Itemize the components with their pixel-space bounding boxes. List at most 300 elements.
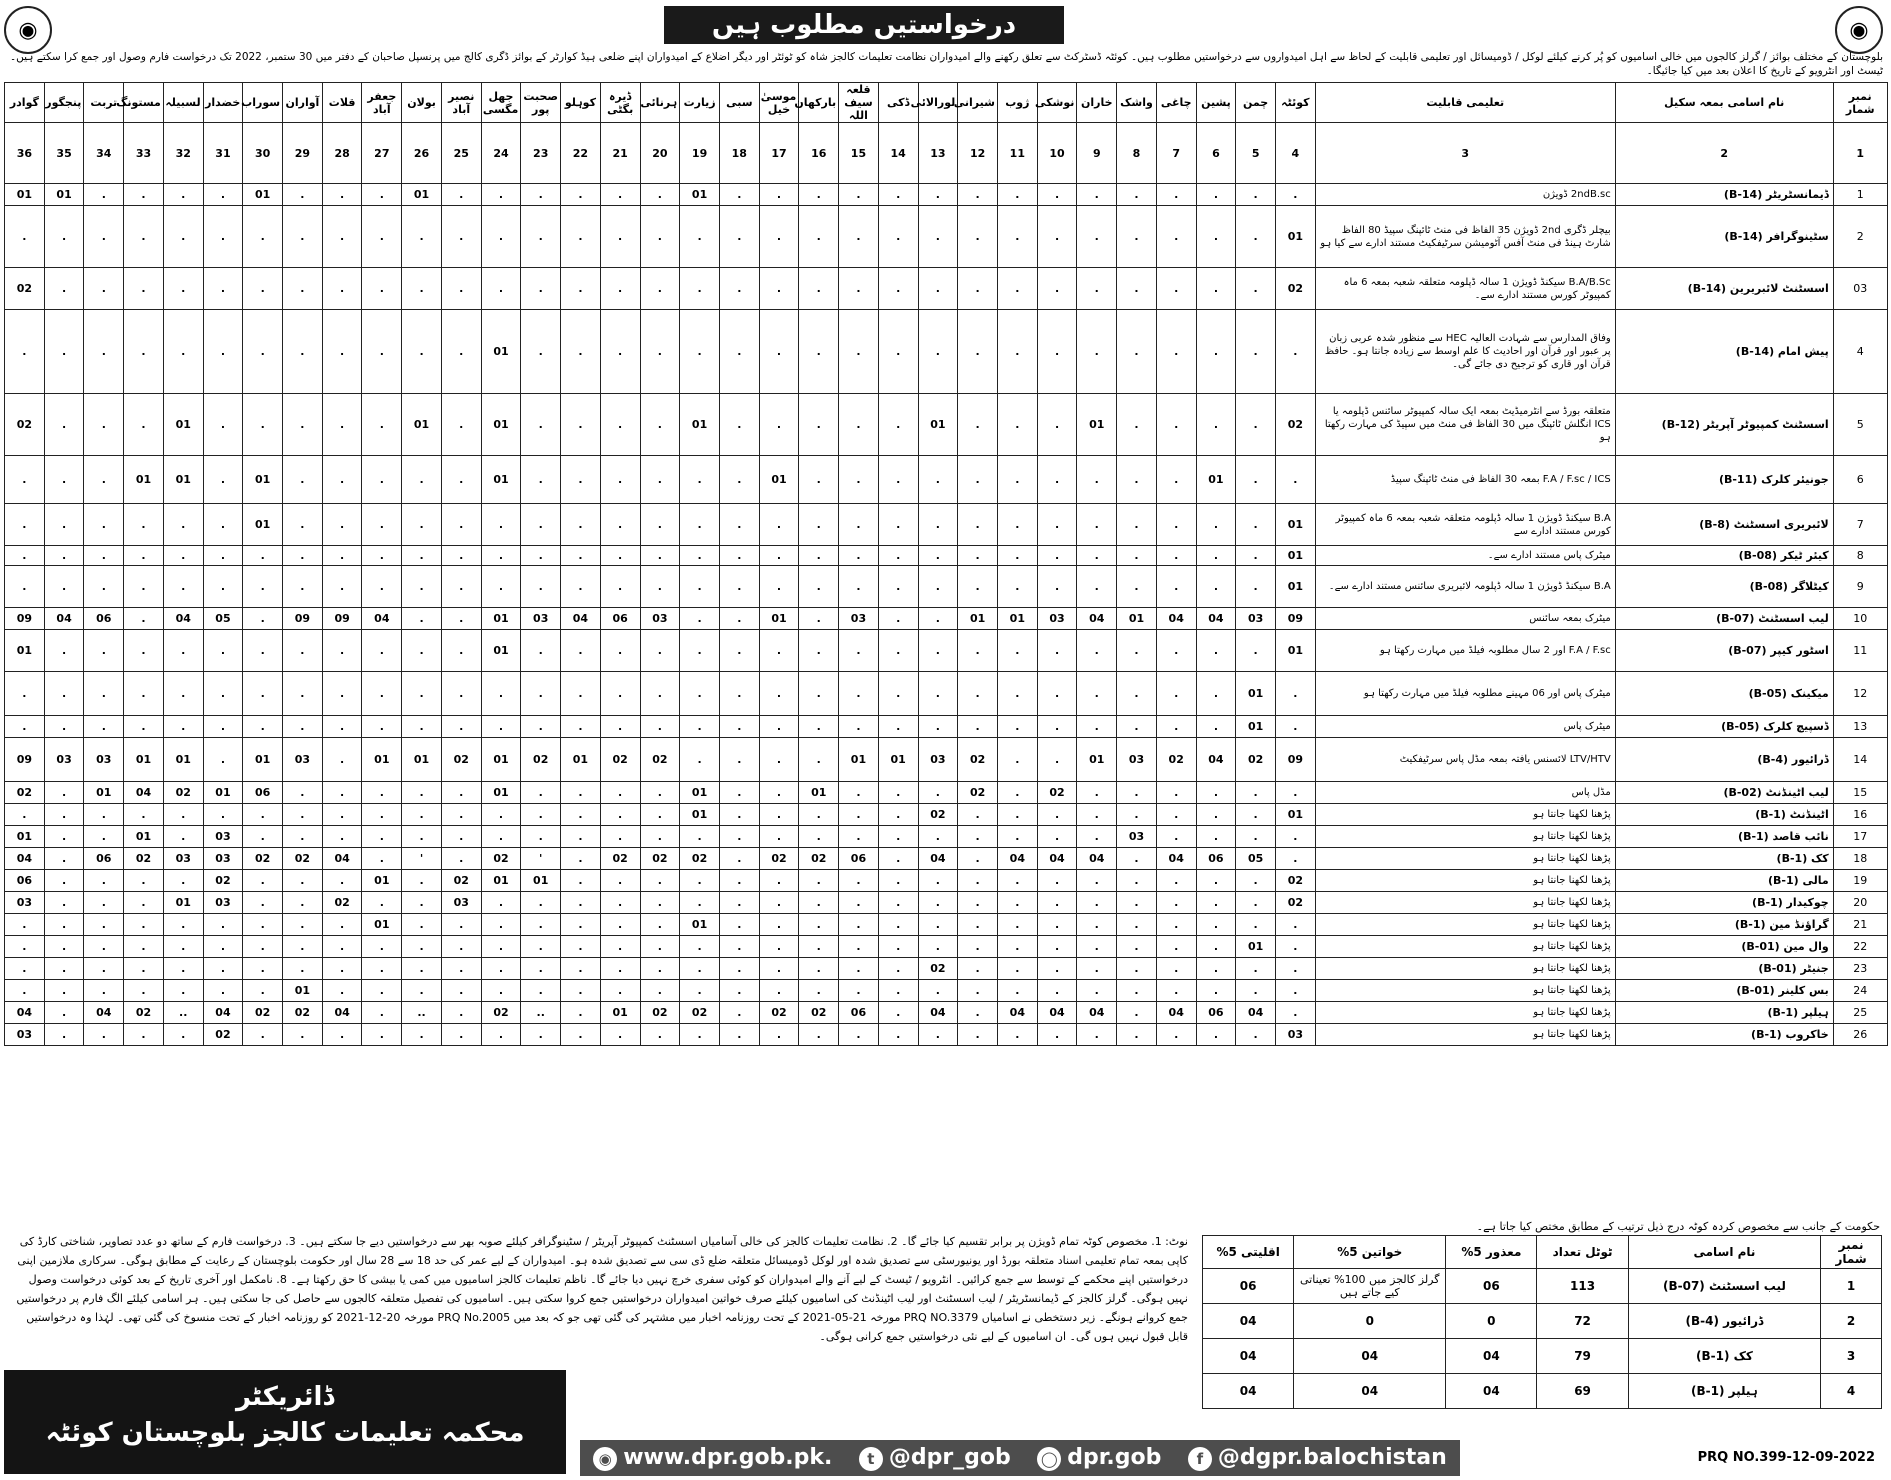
vacancy-count: .: [1156, 566, 1196, 608]
vacancy-count: .: [203, 456, 243, 504]
table-row: [5, 268, 1888, 310]
vacancy-count: 06: [5, 870, 45, 892]
vacancy-count: 01: [1276, 504, 1316, 546]
vacancy-count: 01: [163, 394, 203, 456]
vacancy-count: .: [203, 738, 243, 782]
vacancy-count: .: [997, 566, 1037, 608]
vacancy-count: .: [441, 672, 481, 716]
vacancy-count: .: [1156, 716, 1196, 738]
emblem-icon: ◉: [1835, 6, 1883, 54]
vacancy-count: 01: [124, 826, 164, 848]
vacancy-count: 01: [402, 184, 442, 206]
vacancy-count: .: [283, 958, 323, 980]
vacancy-count: .: [719, 716, 759, 738]
vacancy-count: .: [1236, 184, 1276, 206]
vacancy-count: 02: [918, 958, 958, 980]
quota-cell: 04: [1294, 1374, 1446, 1409]
vacancy-count: .: [124, 394, 164, 456]
vacancy-count: 02: [521, 738, 561, 782]
vacancy-count: .: [839, 804, 879, 826]
vacancy-count: .: [1077, 1024, 1117, 1046]
vacancy-count: 03: [1037, 608, 1077, 630]
vacancy-count: .: [1276, 456, 1316, 504]
vacancy-count: .: [878, 310, 918, 394]
vacancy-count: .: [600, 546, 640, 566]
vacancy-count: .: [283, 630, 323, 672]
vacancy-count: .: [1117, 394, 1157, 456]
vacancy-count: .: [203, 504, 243, 546]
vacancy-count: .: [997, 870, 1037, 892]
vacancy-count: .: [1196, 826, 1236, 848]
vacancy-count: .: [1276, 1002, 1316, 1024]
twitter-label: @dpr_gob: [888, 1445, 1011, 1470]
vacancy-count: .: [997, 310, 1037, 394]
vacancy-count: .: [1196, 782, 1236, 804]
vacancy-count: 04: [203, 1002, 243, 1024]
column-header: لسبیلہ: [163, 83, 203, 123]
vacancy-count: .: [124, 936, 164, 958]
qualification: پڑھنا لکھنا جانتا ہو: [1315, 936, 1615, 958]
vacancy-count: .: [878, 958, 918, 980]
vacancy-count: .: [759, 738, 799, 782]
vacancy-count: .: [5, 504, 45, 546]
vacancy-count: .: [1037, 504, 1077, 546]
qualification: پڑھنا لکھنا جانتا ہو: [1315, 848, 1615, 870]
vacancy-count: .: [44, 546, 84, 566]
vacancy-count: .: [1236, 826, 1276, 848]
vacancy-count: 04: [5, 1002, 45, 1024]
vacancy-count: .: [163, 936, 203, 958]
vacancy-count: .: [680, 206, 720, 268]
vacancy-count: 02: [1156, 738, 1196, 782]
vacancy-count: .: [958, 716, 998, 738]
vacancy-count: .: [84, 936, 124, 958]
vacancy-count: .: [680, 958, 720, 980]
vacancy-count: .: [441, 980, 481, 1002]
vacancy-count: .: [521, 268, 561, 310]
vacancy-count: .: [1156, 914, 1196, 936]
column-header: قلعہ سیف اللہ: [839, 83, 879, 123]
vacancy-count: 02: [5, 782, 45, 804]
quota-cell: 04: [1446, 1339, 1537, 1374]
vacancy-count: .: [918, 630, 958, 672]
vacancy-count: .: [640, 456, 680, 504]
vacancy-count: 04: [124, 782, 164, 804]
column-header: سبی: [719, 83, 759, 123]
row-number: 2: [1833, 206, 1887, 268]
vacancy-count: .: [402, 608, 442, 630]
vacancy-count: .: [84, 310, 124, 394]
vacancy-count: .: [1117, 870, 1157, 892]
vacancy-count: .: [322, 206, 362, 268]
column-number: 10: [1037, 123, 1077, 184]
column-header: بارکھان: [799, 83, 839, 123]
vacancy-count: .: [124, 608, 164, 630]
qualification: میٹرک پاس مستند ادارے سے۔: [1315, 546, 1615, 566]
vacancy-count: .: [561, 268, 601, 310]
emblem-icon: ◉: [4, 6, 52, 54]
vacancy-count: .: [1077, 980, 1117, 1002]
vacancy-count: .: [521, 546, 561, 566]
column-number: 19: [680, 123, 720, 184]
vacancy-count: .: [1077, 782, 1117, 804]
vacancy-count: .: [839, 892, 879, 914]
vacancy-count: .: [600, 630, 640, 672]
quota-cell: ہیلپر (B-1): [1628, 1374, 1821, 1409]
vacancy-count: 01: [5, 184, 45, 206]
vacancy-count: .: [839, 546, 879, 566]
vacancy-count: .: [1117, 1024, 1157, 1046]
vacancy-count: .: [1117, 716, 1157, 738]
vacancy-count: .: [84, 546, 124, 566]
vacancy-count: .: [44, 630, 84, 672]
vacancy-count: .: [402, 206, 442, 268]
vacancy-count: .: [878, 826, 918, 848]
vacancy-count: .: [958, 546, 998, 566]
vacancy-count: .: [84, 456, 124, 504]
vacancy-count: .: [441, 804, 481, 826]
vacancy-count: .: [362, 394, 402, 456]
table-row: [5, 184, 1888, 206]
vacancy-count: .: [600, 716, 640, 738]
vacancy-count: .: [1077, 310, 1117, 394]
vacancy-count: .: [322, 184, 362, 206]
vacancy-count: ..: [402, 1002, 442, 1024]
vacancy-count: .: [124, 1024, 164, 1046]
vacancy-count: 02: [799, 848, 839, 870]
globe-icon: ◉: [593, 1447, 617, 1471]
vacancy-count: .: [997, 394, 1037, 456]
vacancy-count: .: [640, 980, 680, 1002]
vacancy-count: 01: [44, 184, 84, 206]
vacancy-count: 02: [799, 1002, 839, 1024]
column-header: نصیر آباد: [441, 83, 481, 123]
table-row: [5, 804, 1888, 826]
vacancy-count: .: [640, 268, 680, 310]
vacancy-count: 02: [5, 394, 45, 456]
website-link[interactable]: [593, 1445, 832, 1471]
row-number: 17: [1833, 826, 1887, 848]
vacancy-count: .: [481, 184, 521, 206]
row-number: 9: [1833, 566, 1887, 608]
vacancy-count: .: [918, 310, 958, 394]
vacancy-count: .: [600, 310, 640, 394]
vacancy-count: 01: [481, 738, 521, 782]
vacancy-count: .: [163, 716, 203, 738]
column-header: جھل مگسی: [481, 83, 521, 123]
column-number: 36: [5, 123, 45, 184]
vacancy-count: 01: [1276, 804, 1316, 826]
vacancy-count: .: [839, 268, 879, 310]
vacancy-count: .: [243, 936, 283, 958]
vacancy-count: .: [481, 672, 521, 716]
vacancy-count: 02: [640, 738, 680, 782]
vacancy-count: .: [163, 870, 203, 892]
quota-cell: 3: [1821, 1339, 1882, 1374]
post-name: ڈرائیور (B-4): [1615, 738, 1833, 782]
vacancy-count: 04: [1156, 1002, 1196, 1024]
qualification: پڑھنا لکھنا جانتا ہو: [1315, 1002, 1615, 1024]
vacancy-count: .: [521, 630, 561, 672]
quota-header-row: [1203, 1236, 1882, 1269]
vacancy-count: 04: [1037, 1002, 1077, 1024]
vacancy-count: .: [759, 566, 799, 608]
vacancy-count: .: [362, 980, 402, 1002]
vacancy-count: .: [640, 892, 680, 914]
vacancy-count: .: [521, 782, 561, 804]
vacancy-count: .: [402, 268, 442, 310]
vacancy-count: .: [600, 804, 640, 826]
quota-column-header: ٹوٹل تعداد: [1537, 1236, 1628, 1269]
vacancy-count: .: [600, 870, 640, 892]
vacancy-count: .: [561, 630, 601, 672]
row-number: 10: [1833, 608, 1887, 630]
vacancy-count: .: [5, 958, 45, 980]
qualification: B.A سیکنڈ ڈویژن 1 سالہ ڈپلومہ متعلقہ شعبہ بمعہ 6 ماہ کمپیوٹر کورس مستند ادارے سے: [1315, 504, 1615, 546]
vacancy-count: .: [1236, 958, 1276, 980]
vacancy-count: .: [719, 268, 759, 310]
vacancy-count: .: [44, 716, 84, 738]
vacancy-count: .: [759, 504, 799, 546]
vacancy-count: .: [719, 958, 759, 980]
quota-cell: 06: [1446, 1269, 1537, 1304]
row-number: 25: [1833, 1002, 1887, 1024]
vacancy-count: .: [680, 546, 720, 566]
header: [0, 0, 1891, 80]
vacancy-count: .: [362, 716, 402, 738]
vacancy-count: .: [322, 394, 362, 456]
vacancy-count: 04: [918, 848, 958, 870]
vacancy-count: .: [1276, 716, 1316, 738]
vacancy-count: .: [878, 1024, 918, 1046]
vacancy-count: .: [1156, 456, 1196, 504]
vacancy-count: .: [283, 936, 323, 958]
vacancy-count: .: [1156, 826, 1196, 848]
vacancy-count: .: [1156, 980, 1196, 1002]
vacancy-count: .: [759, 206, 799, 268]
vacancy-count: .: [1117, 672, 1157, 716]
vacancy-count: .: [1196, 914, 1236, 936]
vacancy-count: .: [1156, 184, 1196, 206]
qualification: میٹرک پاس اور 06 مہینے مطلوبہ فیلڈ میں مہارت رکھتا ہو: [1315, 672, 1615, 716]
vacancy-count: .: [799, 892, 839, 914]
row-number: 24: [1833, 980, 1887, 1002]
vacancy-count: .: [402, 1024, 442, 1046]
vacancy-count: .: [441, 310, 481, 394]
instagram-link[interactable]: [1037, 1445, 1161, 1471]
table-row: [5, 980, 1888, 1002]
vacancy-count: .: [84, 394, 124, 456]
vacancy-count: .: [5, 206, 45, 268]
vacancy-count: .: [1236, 456, 1276, 504]
vacancy-count: .: [878, 848, 918, 870]
vacancy-count: .: [124, 870, 164, 892]
vacancy-count: 02: [1037, 782, 1077, 804]
quota-cell: 06: [1203, 1269, 1294, 1304]
vacancy-count: .: [1276, 672, 1316, 716]
column-number: 17: [759, 123, 799, 184]
column-number: 16: [799, 123, 839, 184]
vacancy-count: .: [44, 914, 84, 936]
vacancy-count: 09: [283, 608, 323, 630]
column-header: قلات: [322, 83, 362, 123]
column-number: 31: [203, 123, 243, 184]
vacancy-count: .: [719, 980, 759, 1002]
vacancy-count: .: [5, 804, 45, 826]
vacancy-count: 02: [680, 1002, 720, 1024]
vacancy-count: 01: [243, 456, 283, 504]
vacancy-count: .: [839, 826, 879, 848]
vacancy-count: .: [283, 1024, 323, 1046]
vacancy-count: .: [1077, 630, 1117, 672]
column-number: 20: [640, 123, 680, 184]
row-number: 22: [1833, 936, 1887, 958]
vacancy-count: 01: [481, 394, 521, 456]
vacancy-count: .: [1117, 310, 1157, 394]
vacancy-count: .: [283, 504, 323, 546]
vacancy-count: 01: [918, 394, 958, 456]
vacancy-count: .: [322, 782, 362, 804]
vacancy-count: .: [918, 826, 958, 848]
quota-column-header: نمبر شمار: [1821, 1236, 1882, 1269]
vacancy-count: .: [719, 184, 759, 206]
vacancy-count: .: [362, 672, 402, 716]
vacancy-count: .: [481, 206, 521, 268]
table-row: [5, 206, 1888, 268]
vacancy-count: .: [680, 826, 720, 848]
quota-cell: لیب اسسٹنٹ (B-07): [1628, 1269, 1821, 1304]
vacancy-count: .: [1196, 1024, 1236, 1046]
vacancy-count: .: [283, 394, 323, 456]
vacancy-count: .: [441, 630, 481, 672]
column-number: 26: [402, 123, 442, 184]
vacancy-count: .: [481, 958, 521, 980]
vacancy-count: .: [44, 206, 84, 268]
vacancy-count: .: [918, 504, 958, 546]
vacancy-count: 03: [163, 848, 203, 870]
vacancy-count: .: [600, 184, 640, 206]
vacancy-count: .: [958, 268, 998, 310]
vacancy-count: 03: [839, 608, 879, 630]
row-number: 19: [1833, 870, 1887, 892]
vacancy-count: .: [1236, 630, 1276, 672]
vacancy-count: .: [640, 914, 680, 936]
vacancy-count: .: [402, 782, 442, 804]
notes-text: نوٹ: 1. مخصوص کوٹہ تمام ڈویژن پر برابر تقسیم کیا جائے گا۔ 2. نظامت تعلیمات کالجز کی خالی آسامیاں اسسٹنٹ کمپیوٹر آپریٹر / سٹینوگرافر کیلئے صوبہ بھر سے درخواستیں دیے جا سکتے ہیں۔ 3. درخواست فارم کے ساتھ دو عدد تصاویر، شناختی کارڈ کی کاپی بمعہ تمام تعلیمی اسناد متعلقہ بورڈ اور یونیورسٹی سے تصدیق شدہ اور لوکل ڈومیسائل متعلقہ ضلع ڈی سی سے تصدیق شدہ ہو۔ امیدواران کے لیے عمر کی حد 18 سے 28 سال اور حکومت بلوچستان کے رعایت کے مطابق ہوگی۔ سرکاری ملازمین اپنی درخواستیں اپنے محکمے کے توسط سے جمع کرائیں۔ انٹرویو / ٹیسٹ کے لیے آنے والے امیدواران کو کوئی سفری خرچ نہیں دیا جائے گا۔ ناظم تعلیمات کالجز اسامیوں میں کمی یا بیشی کا حق رکھتا ہے۔ 8. نامکمل اور آخری تاریخ کے بعد کوئی درخواست وصول نہیں ہوگی۔ گرلز کالجز کے ڈیمانسٹریٹر / لیب اسسٹنٹ اور لیب اٹینڈنٹ کی اسامیوں کیلئے صرف خواتین امیدواران درخواستیں جمع کروا سکتی ہیں۔ اسامیوں کی تفصیل متعلقہ کالجوں سے حاصل کی جا سکتی ہیں۔ ہر اسامی کیلئے الگ فارم پر درخواستیں جمع کروانے ہونگے۔ زیر دستخطی نے اسامیاں PRQ NO.3379 مورخہ 21-05-2021 کے تحت روزنامہ اخبار میں مشتہر کی گئی تھی جو کہ بعد میں PRQ No.2005 مورخہ 20-12-2021 کو روزنامہ اخبار کے تحت منسوخ کی گئی تھی۔ لہٰذا وہ درخواستیں قابل قبول نہیں ہوں گی۔ ان اسامیوں کے لیے نئی درخواستیں جمع کرانی ہوگی۔: [16, 1235, 1188, 1343]
vacancy-count: 04: [1156, 848, 1196, 870]
vacancy-count: .: [600, 268, 640, 310]
vacancy-count: .: [680, 672, 720, 716]
vacancy-count: .: [680, 738, 720, 782]
vacancy-count: 01: [5, 826, 45, 848]
vacancy-count: 04: [1236, 1002, 1276, 1024]
vacancy-count: .: [243, 892, 283, 914]
vacancy-count: .: [600, 1024, 640, 1046]
vacancy-count: .: [521, 672, 561, 716]
qualification: مڈل پاس: [1315, 782, 1615, 804]
vacancy-count: 02: [600, 848, 640, 870]
column-header: خاران: [1077, 83, 1117, 123]
column-header: مستونگ: [124, 83, 164, 123]
vacancy-count: .: [124, 980, 164, 1002]
vacancy-count: .: [1196, 672, 1236, 716]
vacancy-count: .: [878, 268, 918, 310]
vacancy-count: 01: [1276, 630, 1316, 672]
vacancy-count: .: [521, 716, 561, 738]
twitter-link[interactable]: [859, 1445, 1011, 1471]
vacancy-count: .: [878, 184, 918, 206]
column-header: نام اسامی بمعہ سکیل: [1615, 83, 1833, 123]
post-name: میکینک (B-05): [1615, 672, 1833, 716]
vacancy-count: .: [84, 566, 124, 608]
vacancy-count: .: [402, 672, 442, 716]
vacancy-count: .: [441, 914, 481, 936]
vacancy-count: .: [84, 630, 124, 672]
vacancy-count: 06: [1196, 848, 1236, 870]
vacancy-count: .: [1037, 1024, 1077, 1046]
vacancy-count: .: [918, 892, 958, 914]
vacancy-count: .: [322, 936, 362, 958]
vacancy-count: .: [958, 980, 998, 1002]
vacancy-count: 04: [1196, 608, 1236, 630]
vacancy-count: 02: [441, 738, 481, 782]
vacancy-count: 03: [1276, 1024, 1316, 1046]
vacancy-count: .: [481, 892, 521, 914]
vacancy-count: 09: [5, 738, 45, 782]
vacancy-count: .: [997, 738, 1037, 782]
vacancy-count: .: [1037, 672, 1077, 716]
vacancy-count: .: [561, 672, 601, 716]
vacancy-count: .: [243, 394, 283, 456]
vacancy-count: .: [1196, 630, 1236, 672]
vacancy-count: .: [640, 1024, 680, 1046]
vacancy-count: .: [521, 1024, 561, 1046]
vacancy-count: .: [997, 914, 1037, 936]
vacancy-count: .: [5, 936, 45, 958]
vacancy-count: .: [322, 310, 362, 394]
vacancy-count: .: [1196, 892, 1236, 914]
vacancy-count: .: [997, 630, 1037, 672]
vacancy-count: .: [1196, 268, 1236, 310]
instagram-label: dpr.gob: [1067, 1445, 1162, 1470]
column-number: 3: [1315, 123, 1615, 184]
quota-cell: 113: [1537, 1269, 1628, 1304]
vacancy-count: .: [719, 738, 759, 782]
vacancy-count: .: [481, 716, 521, 738]
table-row: [5, 936, 1888, 958]
vacancy-count: .: [1156, 672, 1196, 716]
qualification: پڑھنا لکھنا جانتا ہو: [1315, 826, 1615, 848]
vacancy-count: .: [243, 1024, 283, 1046]
vacancy-count: .: [124, 268, 164, 310]
vacancy-count: .: [84, 892, 124, 914]
vacancy-count: .: [640, 716, 680, 738]
facebook-link[interactable]: [1188, 1445, 1447, 1471]
post-name: کیٹلاگر (B-08): [1615, 566, 1833, 608]
column-number: 6: [1196, 123, 1236, 184]
vacancy-count: .: [124, 892, 164, 914]
vacancy-count: .: [481, 826, 521, 848]
vacancy-count: .: [561, 394, 601, 456]
vacancy-count: .: [1196, 206, 1236, 268]
vacancy-count: .: [719, 456, 759, 504]
vacancy-count: .: [283, 184, 323, 206]
vacancy-count: .: [44, 672, 84, 716]
vacancy-count: .: [1117, 268, 1157, 310]
vacancy-count: 01: [839, 738, 879, 782]
vacancy-count: .: [1077, 716, 1117, 738]
vacancy-count: .: [1276, 310, 1316, 394]
